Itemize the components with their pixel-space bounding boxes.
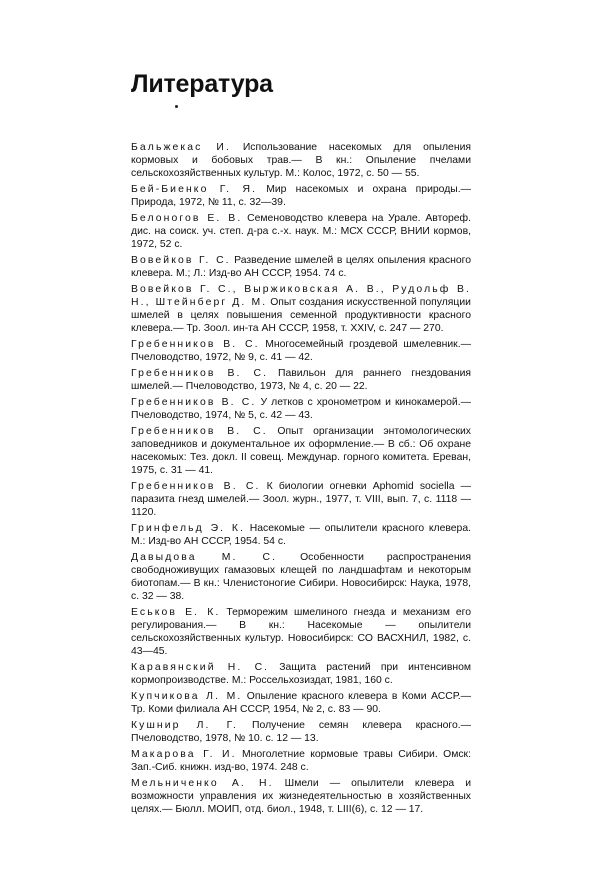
reference-author: Кушнир Л. Г. (131, 720, 239, 731)
reference-text: Многолетние кормовые травы Сибири. Омск: Зап.-Сиб. книжн. изд-во, 1974. 248 с. (131, 749, 471, 773)
reference-item (131, 141, 471, 180)
reference-item (131, 425, 471, 477)
reference-item (131, 690, 471, 716)
reference-author: Вовейков Г. С. (131, 255, 231, 266)
reference-text: Опыт организации энтомологических заповедников и документальное их оформление.— В сб.: Об охране насекомых: Тез. докл. II совещ. Междунар. горного комитета. Ереван, 1975, с. 31 — 41. (131, 426, 471, 476)
reference-text: Мир насекомых и охрана природы.— Природа, 1972, № 11, с. 32—39. (131, 184, 472, 208)
reference-text: У летков с хронометром и кинокамерой.— Пчеловодство, 1974, № 5, с. 42 — 43. (131, 397, 471, 421)
reference-item (131, 212, 471, 251)
reference-item (131, 183, 471, 209)
reference-author: Белоногов Е. В. (131, 213, 243, 224)
reference-list (131, 141, 471, 819)
reference-item (131, 396, 471, 422)
reference-text: Защита растений при интенсивном кормопроизводстве. М.: Россельхозиздат, 1981, 160 с. (131, 662, 471, 686)
reference-author: Давыдова М. С. (131, 552, 278, 563)
reference-item (131, 661, 471, 687)
reference-item (131, 367, 471, 393)
page-title: Литература (131, 70, 273, 98)
reference-author: Вовейков Г. С., Выржиковская А. В., Рудольф В. Н., Штейнберг Д. М. (131, 284, 471, 308)
reference-text: Использование насекомых для опыления кормовых и бобовых трав.— В кн.: Опыление пчелами сельскохозяйственных культур. М.: Колос, 1972, с. 50 — 55. (131, 142, 472, 179)
reference-item (131, 283, 471, 335)
reference-text: Разведение шмелей в целях опыления красного клевера. М.; Л.: Изд-во АН СССР, 1954. 74 с. (131, 255, 471, 279)
reference-author: Гребенников В. С. (131, 426, 268, 437)
reference-text: Особенности распространения свободноживущих гамазовых клещей по ландшафтам и некоторым биотопам.— В кн.: Членистоногие Сибири. Новосибирск: Наука, 1978, с. 32 — 38. (131, 552, 471, 602)
reference-text: Павильон для раннего гнездования шмелей.— Пчеловодство, 1973, № 4, с. 20 — 22. (131, 368, 471, 392)
reference-item (131, 777, 471, 816)
reference-item (131, 338, 471, 364)
reference-author: Каравянский Н. С. (131, 662, 270, 673)
reference-author: Мельниченко А. Н. (131, 778, 274, 789)
reference-author: Гребенников В. С. (131, 481, 261, 492)
reference-text: Терморежим шмелиного гнезда и механизм его регулирования.— В кн.: Насекомые — опылители сельскохозяйственных культур. Новосибирск: СО ВАСХНИЛ, 1982, с. 43—45. (131, 607, 471, 657)
reference-text: Многосемейный гроздевой шмелевник.— Пчеловодство, 1972, № 9, с. 41 — 42. (131, 339, 471, 363)
reference-text: Насекомые — опылители красного клевера. М.: Изд-во АН СССР, 1954. 54 с. (131, 523, 471, 547)
reference-author: Еськов Е. К. (131, 607, 221, 618)
reference-text: Опыление красного клевера в Коми АССР.— Тр. Коми филиала АН СССР, 1954, № 2, с. 83 — 90. (131, 691, 471, 715)
reference-item (131, 522, 471, 548)
reference-author: Купчикова Л. М. (131, 691, 243, 702)
reference-item (131, 254, 471, 280)
reference-text: Получение семян клевера красного.— Пчеловодство, 1978, № 10. с. 12 — 13. (131, 720, 471, 744)
reference-text: К биологии огневки Aphomid sociella — паразита гнезд шмелей.— Зоол. журн., 1977, т. VIII, вып. 7, с. 1118 — 1120. (131, 481, 472, 518)
reference-author: Гребенников В. С. (131, 368, 269, 379)
reference-item (131, 748, 471, 774)
reference-author: Бальжекас И. (131, 142, 231, 153)
reference-text: Семеноводство клевера на Урале. Автореф. дис. на соиск. уч. степ. д-ра с.-х. наук. М.: МСХ СССР, ВНИИ кормов, 1972, 52 с. (131, 213, 471, 250)
decorative-dot (175, 105, 178, 108)
reference-author: Макарова Г. И. (131, 749, 237, 760)
reference-author: Гребенников В. С. (131, 339, 260, 350)
reference-item (131, 551, 471, 603)
reference-item (131, 480, 471, 519)
reference-text: Опыт создания искусственной популяции шмелей в целях повышения семенной продуктивности красного клевера.— Тр. Зоол. ин-та АН СССР, 1958, т. XXIV, с. 247 — 270. (131, 297, 471, 334)
reference-item (131, 606, 471, 658)
reference-author: Гребенников В. С. (131, 397, 257, 408)
reference-author: Бей-Биенко Г. Я. (131, 184, 258, 195)
reference-text: Шмели — опылители клевера и возможности управления их жизнедеятельностью в хозяйственных целях.— Бюлл. МОИП, отд. биол., 1948, т. LIII(6), с. 12 — 17. (131, 778, 471, 815)
reference-item (131, 719, 471, 745)
reference-author: Гринфельд Э. К. (131, 523, 246, 534)
